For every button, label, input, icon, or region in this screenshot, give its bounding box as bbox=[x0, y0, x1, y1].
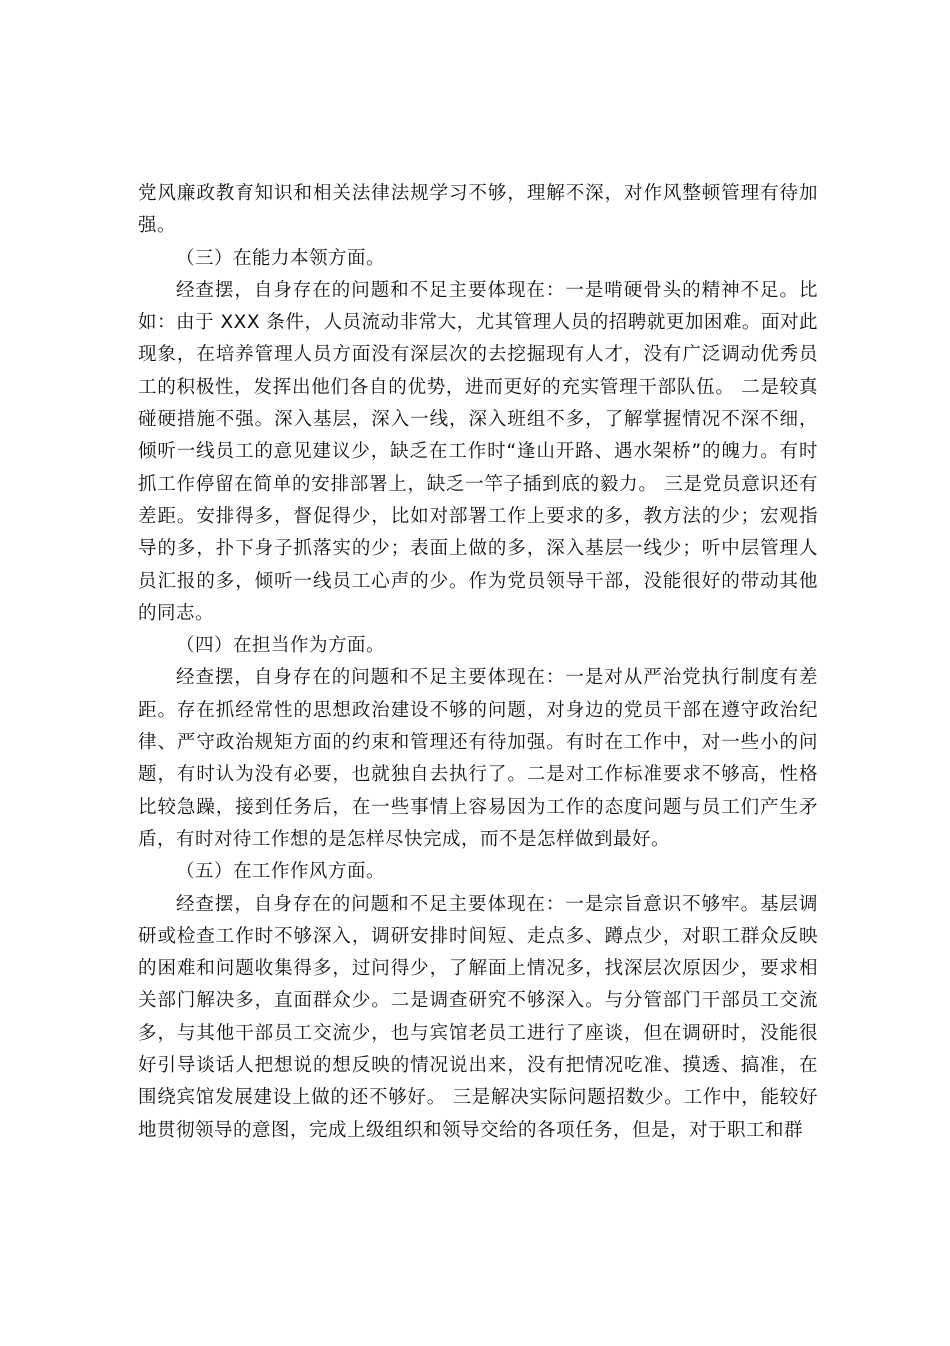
paragraph-work-style: 经查摆，自身存在的问题和不足主要体现在：一是宗旨意识不够牢。基层调研或检查工作时不够深入，调研安排时间短、走点多、蹲点少，对职工群众反映的困难和问题收集得多，过问得少，了解面上情况多，找深层次原因少，要求相关部门解决多，直面群众少。二是调查研究不够深入。与分管部门干部员工交流多，与其他干部员工交流少，也与宾馆老员工进行了座谈，但在调研时，没能很好引导谈话人把想说的想反映的情况说出来，没有把情况吃准、摸透、搞准，在围绕宾馆发展建设上做的还不够好。 三是解决实际问题招数少。工作中，能较好地贯彻领导的意图，完成上级组织和领导交给的各项任务，但是，对于职工和群 bbox=[138, 893, 818, 1141]
section-heading-three: （三）在能力本领方面。 bbox=[176, 247, 386, 269]
paragraph-ability: 经查摆，自身存在的问题和不足主要体现在：一是啃硬骨头的精神不足。比如：由于 XXX 条件，人员流动非常大，尤其管理人员的招聘就更加困难。面对此现象，在培养管理人员方面没有深层次的去挖掘现有人才，没有广泛调动优秀员工的积极性，发挥出他们各自的优势，进而更好的充实管理干部队伍。 二是较真碰硬措施不强。深入基层，深入一线，深入班组不多，了解掌握情况不深不细，倾听一线员工的意见建议少，缺乏在工作时“逢山开路、遇水架桥”的魄力。有时抓工作停留在简单的安排部署上，缺乏一竿子插到底的毅力。 三是党员意识还有差距。安排得多，督促得少，比如对部署工作上要求的多，教方法的少；宏观指导的多，扑下身子抓落实的少；表面上做的多，深入基层一线少；听中层管理人员汇报的多，倾听一线员工心声的少。作为党员领导干部，没能很好的带动其他的同志。 bbox=[138, 279, 818, 624]
paragraph-responsibility: 经查摆，自身存在的问题和不足主要体现在：一是对从严治党执行制度有差距。存在抓经常性的思想政治建设不够的问题，对身边的党员干部在遵守政治纪律、严守政治规矩方面的约束和管理还有待加强。有时在工作中，对一些小的问题，有时认为没有必要，也就独自去执行了。二是对工作标准要求不够高，性格比较急躁，接到任务后，在一些事情上容易因为工作的态度问题与员工们产生矛盾，有时对待工作想的是怎样尽快完成，而不是怎样做到最好。 bbox=[138, 667, 818, 850]
document-body bbox=[138, 178, 818, 1147]
paragraph-continued: 党风廉政教育知识和相关法律法规学习不够，理解不深，对作风整顿管理有待加强。 bbox=[138, 183, 818, 237]
section-heading-five: （五）在工作作风方面。 bbox=[176, 861, 386, 883]
section-heading-four: （四）在担当作为方面。 bbox=[176, 635, 386, 657]
